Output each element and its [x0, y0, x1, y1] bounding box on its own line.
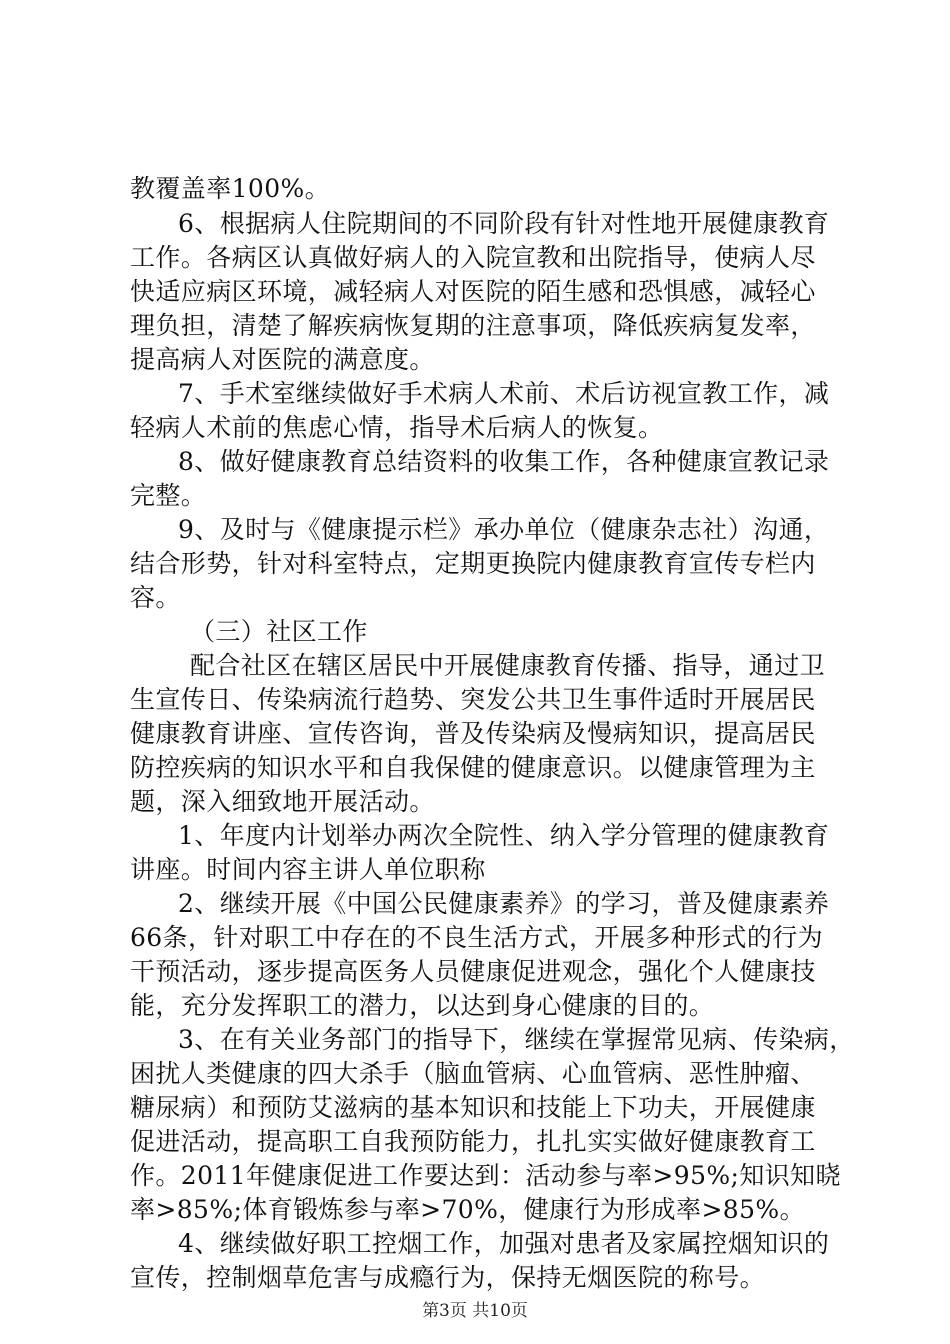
- text-line: 能，充分发挥职工的潜力，以达到身心健康的目的。: [130, 991, 715, 1020]
- page-footer: 第3页 共10页: [422, 1301, 528, 1321]
- text-line: 9、及时与《健康提示栏》承办单位（健康杂志社）沟通，: [178, 515, 830, 544]
- text-line: 快适应病区环境，减轻病人对医院的陌生感和恐惧感，减轻心: [130, 277, 816, 306]
- text-line: 2、继续开展《中国公民健康素养》的学习，普及健康素养: [178, 889, 830, 918]
- text-line: 讲座。时间内容主讲人单位职称: [130, 855, 486, 884]
- text-line: 完整。: [130, 481, 207, 510]
- text-line: 糖尿病）和预防艾滋病的基本知识和技能上下功夫，开展健康: [130, 1093, 816, 1122]
- text-line: 教覆盖率100%。: [130, 174, 331, 203]
- text-line: 3、在有关业务部门的指导下，继续在掌握常见病、传染病，: [178, 1025, 855, 1054]
- text-line: 提高病人对医院的满意度。: [130, 345, 435, 374]
- text-line: 8、做好健康教育总结资料的收集工作，各种健康宣教记录: [178, 447, 830, 476]
- text-line: 7、手术室继续做好手术病人术前、术后访视宣教工作，减: [178, 379, 830, 408]
- section-heading: （三）社区工作: [190, 617, 368, 646]
- text-line: 困扰人类健康的四大杀手（脑血管病、心血管病、恶性肿瘤、: [130, 1059, 816, 1088]
- text-line: 健康教育讲座、宣传咨询，普及传染病及慢病知识，提高居民: [130, 719, 816, 748]
- text-line: 理负担，清楚了解疾病恢复期的注意事项，降低疾病复发率，: [130, 311, 816, 340]
- text-line: 结合形势，针对科室特点，定期更换院内健康教育宣传专栏内: [130, 549, 816, 578]
- text-line: 1、年度内计划举办两次全院性、纳入学分管理的健康教育: [178, 821, 830, 850]
- text-line: 配合社区在辖区居民中开展健康教育传播、指导，通过卫: [190, 651, 826, 680]
- text-line: 宣传，控制烟草危害与成瘾行为，保持无烟医院的称号。: [130, 1263, 766, 1292]
- text-line: 防控疾病的知识水平和自我保健的健康意识。以健康管理为主: [130, 753, 816, 782]
- text-line: 6、根据病人住院期间的不同阶段有针对性地开展健康教育: [178, 209, 830, 238]
- text-line: 容。: [130, 583, 181, 612]
- text-line: 干预活动，逐步提高医务人员健康促进观念，强化个人健康技: [130, 957, 816, 986]
- text-line: 率>85%;体育锻炼参与率>70%，健康行为形成率>85%。: [130, 1195, 805, 1224]
- text-line: 4、继续做好职工控烟工作，加强对患者及家属控烟知识的: [178, 1229, 830, 1258]
- text-line: 66条，针对职工中存在的不良生活方式，开展多种形式的行为: [130, 923, 824, 952]
- text-line: 题，深入细致地开展活动。: [130, 787, 435, 816]
- text-line: 工作。各病区认真做好病人的入院宣教和出院指导，使病人尽: [130, 243, 816, 272]
- text-line: 促进活动，提高职工自我预防能力，扎扎实实做好健康教育工: [130, 1127, 816, 1156]
- text-line: 生宣传日、传染病流行趋势、突发公共卫生事件适时开展居民: [130, 685, 816, 714]
- text-line: 轻病人术前的焦虑心情，指导术后病人的恢复。: [130, 413, 664, 442]
- text-line: 作。2011年健康促进工作要达到：活动参与率>95%;知识知晓: [130, 1161, 841, 1190]
